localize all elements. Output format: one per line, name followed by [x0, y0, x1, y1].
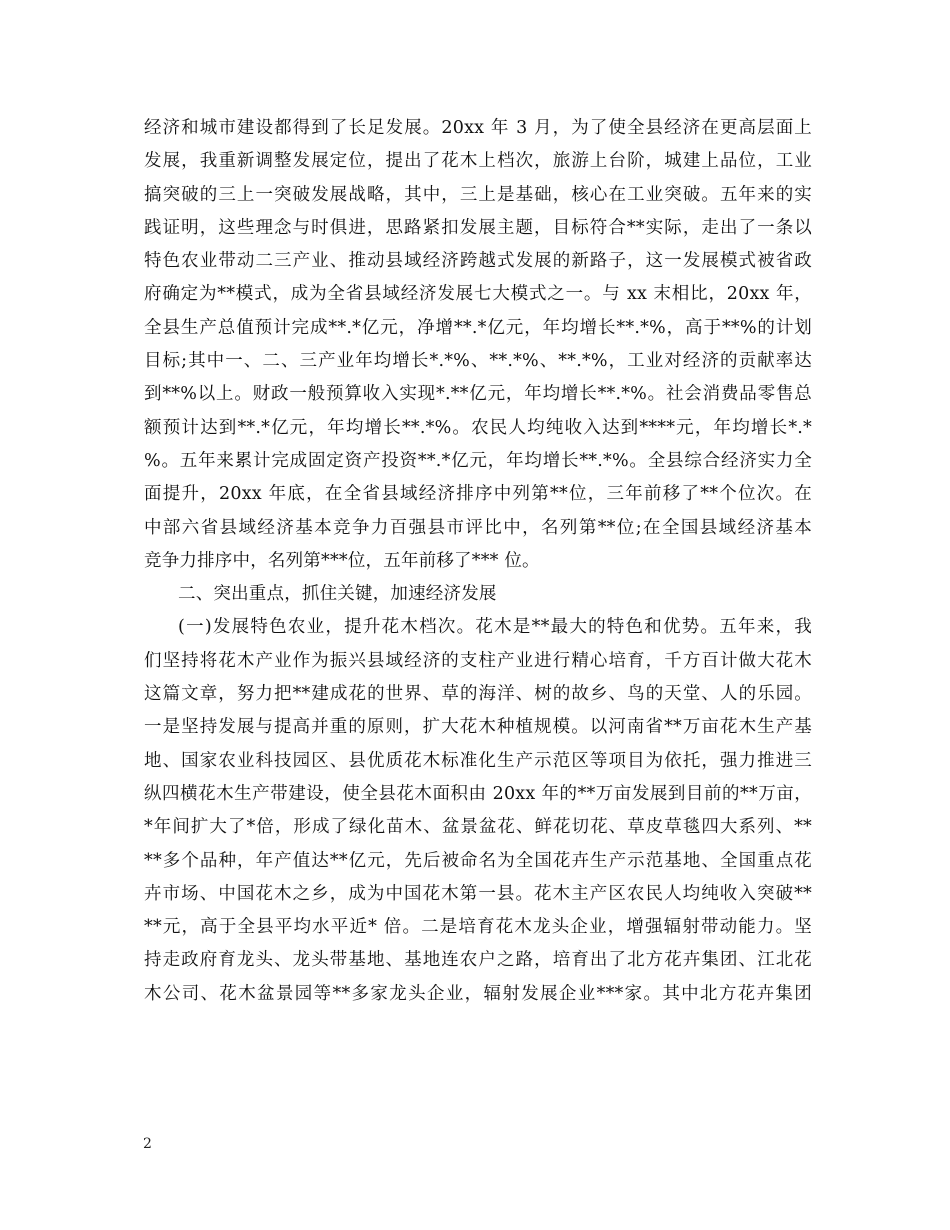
text-line: 全县生产总值预计完成**.*亿元，净增**.*亿元，年均增长**.*%，高于**%的计划 [144, 317, 812, 338]
text-line: *年间扩大了*倍，形成了绿化苗木、盆景盆花、鲜花切花、草皮草毯四大系列、** [144, 817, 812, 838]
document-body [144, 112, 812, 1011]
text-line: 搞突破的三上一突破发展战略，其中，三上是基础，核心在工业突破。五年来的实 [144, 184, 812, 205]
text-line: 一是坚持发展与提高并重的原则，扩大花木种植规模。以河南省**万亩花木生产基 [144, 717, 812, 738]
text-line: 经济和城市建设都得到了长足发展。20xx 年 3 月，为了使全县经济在更高层面上 [144, 118, 812, 138]
text-line: (一)发展特色农业，提升花木档次。花木是**最大的特色和优势。五年来，我 [178, 617, 812, 638]
text-line: 府确定为**模式，成为全省县域经济发展七大模式之一。与 xx 末相比，20xx 年， [144, 284, 812, 305]
text-line: 纵四横花木生产带建设，使全县花木面积由 20xx 年的**万亩发展到目前的**万亩， [144, 783, 812, 804]
text-line: 木公司、花木盆景园等**多家龙头企业，辐射发展企业***家。其中北方花卉集团 [144, 983, 812, 1004]
text-line: 践证明，这些理念与时俱进，思路紧扣发展主题，目标符合**实际，走出了一条以 [144, 217, 812, 238]
text-line: 持走政府育龙头、龙头带基地、基地连农户之路，培育出了北方花卉集团、江北花 [144, 950, 812, 971]
text-line: 特色农业带动二三产业、推动县域经济跨越式发展的新路子，这一发展模式被省政 [144, 251, 812, 272]
text-line: 竞争力排序中，名列第***位，五年前移了*** 位。 [144, 550, 540, 571]
text-line: **多个品种，年产值达**亿元，先后被命名为全国花卉生产示范基地、全国重点花 [144, 850, 812, 871]
text-line: 目标;其中一、二、三产业年均增长*.*%、**.*%、**.*%，工业对经济的贡献率达 [144, 351, 812, 372]
section-heading: 二、突出重点，抓住关键，加速经济发展 [178, 584, 497, 605]
text-line: 卉市场、中国花木之乡，成为中国花木第一县。花木主产区农民人均纯收入突破** [144, 883, 812, 904]
text-line: 中部六省县域经济基本竞争力百强县市评比中，名列第**位;在全国县域经济基本 [144, 517, 812, 538]
text-line: **元，高于全县平均水平近* 倍。二是培育花木龙头企业，增强辐射带动能力。坚 [144, 917, 812, 938]
text-line: 额预计达到**.*亿元，年均增长**.*%。农民人均纯收入达到****元，年均增长*.* [144, 417, 812, 438]
page-number: 2 [143, 1136, 152, 1152]
text-line: 这篇文章，努力把**建成花的世界、草的海洋、树的故乡、鸟的天堂、人的乐园。 [144, 684, 812, 705]
text-line: 到**%以上。财政一般预算收入实现*.**亿元，年均增长**.*%。社会消费品零售总 [144, 384, 812, 405]
text-line: 们坚持将花木产业作为振兴县域经济的支柱产业进行精心培育，千方百计做大花木 [144, 650, 812, 671]
text-line: %。五年来累计完成固定资产投资**.*亿元，年均增长**.*%。全县综合经济实力全 [144, 450, 812, 471]
text-line: 面提升，20xx 年底，在全省县域经济排序中列第**位，三年前移了**个位次。在 [144, 484, 812, 505]
text-line: 发展，我重新调整发展定位，提出了花木上档次，旅游上台阶，城建上品位，工业 [144, 151, 812, 172]
text-line: 地、国家农业科技园区、县优质花木标准化生产示范区等项目为依托，强力推进三 [144, 750, 812, 771]
